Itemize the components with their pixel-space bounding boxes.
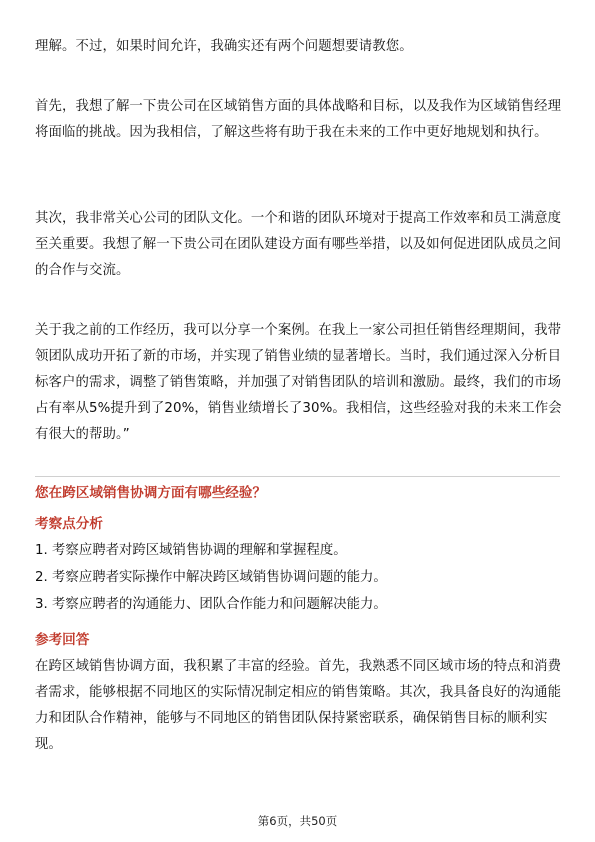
answer-heading: 参考回答 <box>35 632 90 648</box>
answer-text: 在跨区域销售协调方面，我积累了丰富的经验。首先，我熟悉不同区域市场的特点和消费者需求，能够根据不同地区的实际情况制定相应的销售策略。其次，我具备良好的沟通能力和团队合作精神，能够与不同地区的销售团队保持紧密联系，确保销售目标的顺利实现。 <box>35 659 562 752</box>
analysis-item: 2. 考察应聘者实际操作中解决跨区域销售协调问题的能力。 <box>35 570 387 585</box>
analysis-item: 1. 考察应聘者对跨区域销售协调的理解和掌握程度。 <box>35 543 347 558</box>
paragraph-work-experience: 关于我之前的工作经历，我可以分享一个案例。在我上一家公司担任销售经理期间，我带领团队成功开拓了新的市场，并实现了销售业绩的显著增长。当时，我们通过深入分析目标客户的需求，调整了销售策略，并加强了对销售团队的培训和激励。最终，我们的市场占有率从5%提升到了20%，销售业绩增长了30%。我相信，这些经验对我的未来工作会有很大的帮助。” <box>35 323 562 442</box>
paragraph-team-culture-question: 其次，我非常关心公司的团队文化。一个和谐的团队环境对于提高工作效率和员工满意度至关重要。我想了解一下贵公司在团队建设方面有哪些举措，以及如何促进团队成员之间的合作与交流。 <box>35 211 562 278</box>
analysis-item: 3. 考察应聘者的沟通能力、团队合作能力和问题解决能力。 <box>35 597 387 612</box>
interview-question: 您在跨区域销售协调方面有哪些经验？ <box>35 485 267 501</box>
analysis-heading: 考察点分析 <box>35 516 103 532</box>
section-divider <box>35 476 560 477</box>
page-number: 第6页，共50页 <box>257 814 338 828</box>
paragraph-strategy-question: 首先，我想了解一下贵公司在区域销售方面的具体战略和目标，以及我作为区域销售经理将面临的挑战。因为我相信，了解这些将有助于我在未来的工作中更好地规划和执行。 <box>35 99 562 140</box>
paragraph-closing-remark: 理解。不过，如果时间允许，我确实还有两个问题想要请教您。 <box>35 39 413 54</box>
